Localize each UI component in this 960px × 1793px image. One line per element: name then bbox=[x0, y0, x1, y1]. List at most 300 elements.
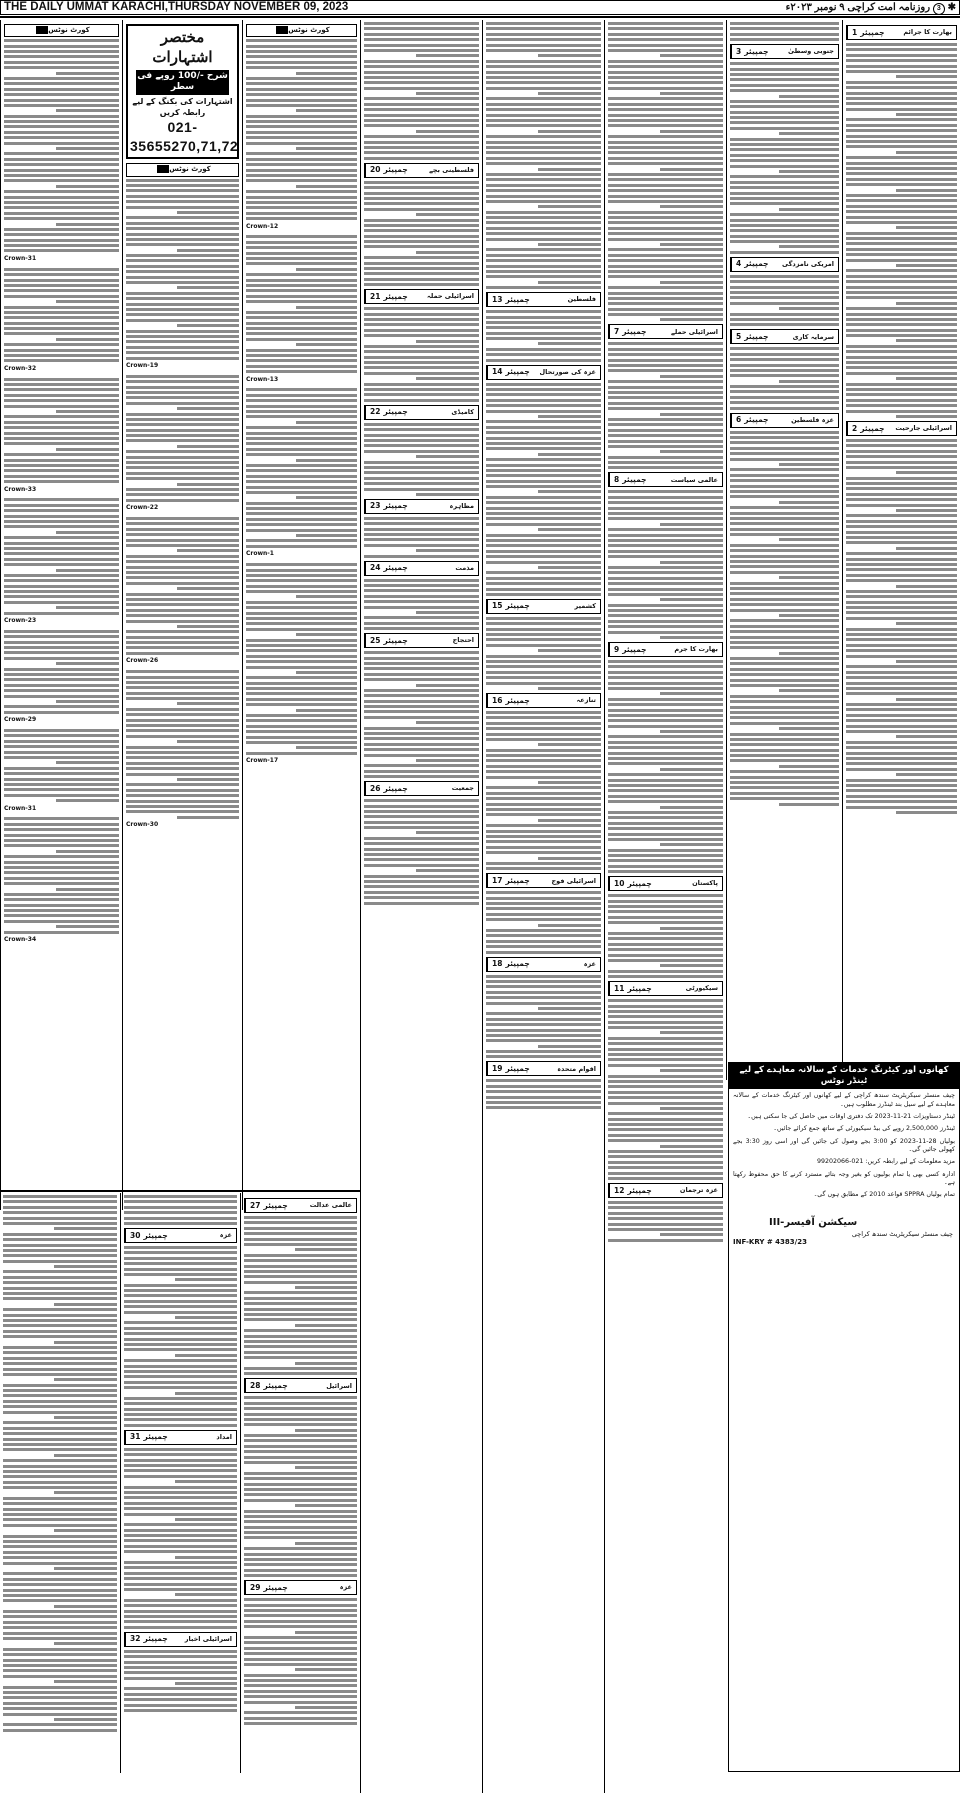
text-line bbox=[364, 471, 479, 474]
text-line bbox=[246, 692, 357, 695]
text-line bbox=[244, 1318, 357, 1321]
text-line bbox=[124, 1206, 237, 1209]
text-line bbox=[54, 1303, 117, 1306]
text-line bbox=[126, 434, 239, 437]
text-line bbox=[896, 811, 957, 814]
text-line bbox=[3, 1411, 117, 1414]
text-line bbox=[177, 286, 239, 289]
article-text-block bbox=[608, 660, 723, 873]
text-line bbox=[364, 616, 479, 619]
text-line bbox=[608, 114, 723, 117]
text-line bbox=[126, 184, 239, 187]
text-line bbox=[244, 1340, 357, 1343]
text-line bbox=[660, 168, 723, 171]
text-line bbox=[3, 1599, 117, 1602]
text-line bbox=[730, 630, 839, 633]
text-line bbox=[246, 136, 357, 139]
text-line bbox=[126, 729, 239, 732]
text-line bbox=[177, 249, 239, 252]
text-line bbox=[56, 338, 119, 341]
text-line bbox=[364, 65, 479, 68]
text-line bbox=[3, 1481, 117, 1484]
text-line bbox=[608, 265, 723, 268]
text-line bbox=[486, 359, 601, 362]
text-line bbox=[486, 1055, 601, 1058]
text-line bbox=[608, 1005, 723, 1008]
text-line bbox=[846, 628, 957, 631]
text-line bbox=[3, 1691, 117, 1694]
news-heading-box bbox=[730, 413, 839, 428]
text-line bbox=[608, 157, 723, 160]
text-line bbox=[896, 622, 957, 625]
text-line bbox=[730, 495, 839, 498]
text-line bbox=[124, 1583, 237, 1586]
text-line bbox=[246, 644, 357, 647]
text-line bbox=[846, 366, 957, 369]
text-line bbox=[846, 692, 957, 695]
text-line bbox=[896, 113, 957, 116]
news-heading-number bbox=[609, 982, 656, 995]
text-line bbox=[486, 835, 601, 838]
article-text-block bbox=[364, 799, 479, 904]
text-line bbox=[730, 240, 839, 243]
text-line bbox=[846, 410, 957, 413]
text-line bbox=[126, 216, 239, 219]
text-line bbox=[608, 1075, 723, 1078]
text-line bbox=[3, 1260, 117, 1263]
text-line bbox=[126, 646, 239, 649]
text-line bbox=[608, 932, 723, 935]
text-line bbox=[846, 455, 957, 458]
text-line bbox=[126, 636, 239, 639]
text-line bbox=[4, 359, 119, 362]
text-line bbox=[244, 1302, 357, 1305]
text-line bbox=[4, 244, 119, 247]
text-line bbox=[126, 308, 239, 311]
text-line bbox=[3, 1384, 117, 1387]
text-line bbox=[846, 248, 957, 251]
text-line bbox=[3, 1545, 117, 1548]
text-line bbox=[126, 789, 239, 792]
article-text-block bbox=[730, 431, 839, 806]
article-text-block bbox=[3, 1195, 117, 1732]
text-line bbox=[730, 684, 839, 687]
text-line bbox=[364, 885, 479, 888]
text-line bbox=[4, 657, 119, 660]
text-line bbox=[4, 196, 119, 199]
text-line bbox=[486, 1018, 601, 1021]
text-line bbox=[730, 192, 839, 195]
text-line bbox=[56, 700, 119, 703]
text-line bbox=[896, 585, 957, 588]
text-line bbox=[846, 439, 957, 442]
news-heading-topic: امداد bbox=[216, 1433, 232, 1442]
text-line bbox=[608, 849, 723, 852]
text-line bbox=[124, 1294, 237, 1297]
text-line bbox=[846, 633, 957, 636]
text-line bbox=[608, 544, 723, 547]
text-line bbox=[486, 480, 601, 483]
text-line bbox=[846, 242, 957, 245]
crown-reference: Crown-32 bbox=[4, 364, 37, 372]
text-line bbox=[486, 862, 601, 865]
tender-paragraph: چیف منسٹر سیکریٹریٹ سندھ کراچی کے لیے کھانوں اور کیٹرنگ خدمات کے سالانہ معاہدے کے لیے سیل بند ٹینڈرز مطلوب ہیں۔ bbox=[733, 1092, 955, 1108]
text-line bbox=[4, 99, 119, 102]
text-line bbox=[608, 1155, 723, 1158]
news-heading-num-value: 29 bbox=[250, 1582, 261, 1592]
news-heading-num-value: 20 bbox=[370, 165, 381, 175]
text-line bbox=[126, 767, 239, 770]
text-line bbox=[4, 279, 119, 282]
text-line bbox=[608, 461, 723, 464]
text-line bbox=[4, 861, 119, 864]
gavel-icon bbox=[276, 26, 288, 34]
news-heading-topic: اسرائیل bbox=[326, 1381, 352, 1390]
text-line bbox=[660, 54, 723, 57]
text-line bbox=[730, 353, 839, 356]
news-heading-label: چمپیئر bbox=[383, 563, 408, 573]
text-line bbox=[244, 1563, 357, 1566]
classified-ad-contact: اشتہارات کی بکنگ کے لیے رابطہ کریں bbox=[132, 97, 233, 117]
text-line bbox=[246, 50, 357, 53]
text-line bbox=[126, 493, 239, 496]
text-line bbox=[486, 797, 601, 800]
text-line bbox=[177, 816, 239, 819]
text-line bbox=[846, 183, 957, 186]
text-line bbox=[846, 719, 957, 722]
text-line bbox=[364, 600, 479, 603]
text-line bbox=[4, 612, 119, 615]
text-line bbox=[730, 159, 839, 162]
text-line bbox=[244, 1483, 357, 1486]
news-heading-label: چمپیئر bbox=[622, 475, 647, 485]
text-line bbox=[3, 1400, 117, 1403]
text-line bbox=[126, 528, 239, 531]
article-text-block bbox=[730, 62, 839, 254]
text-line bbox=[126, 466, 239, 469]
text-line bbox=[846, 65, 957, 68]
text-line bbox=[846, 43, 957, 46]
text-line bbox=[846, 118, 957, 121]
text-line bbox=[608, 665, 723, 668]
text-line bbox=[364, 329, 479, 332]
text-line bbox=[730, 759, 839, 762]
text-line bbox=[846, 383, 957, 386]
text-line bbox=[246, 545, 357, 548]
text-line bbox=[124, 1402, 237, 1405]
text-line bbox=[608, 577, 723, 580]
text-line bbox=[124, 1386, 237, 1389]
text-line bbox=[486, 76, 601, 79]
text-line bbox=[244, 1456, 357, 1459]
text-line bbox=[486, 141, 601, 144]
text-line bbox=[4, 459, 119, 462]
text-line bbox=[608, 1223, 723, 1226]
text-line bbox=[4, 93, 119, 96]
text-line bbox=[486, 211, 601, 214]
text-line bbox=[779, 95, 839, 98]
text-line bbox=[486, 716, 601, 719]
text-line bbox=[846, 461, 957, 464]
text-line bbox=[4, 520, 119, 523]
text-line bbox=[3, 1351, 117, 1354]
text-line bbox=[730, 68, 839, 71]
text-line bbox=[896, 509, 957, 512]
text-line bbox=[295, 1324, 357, 1327]
text-line bbox=[608, 211, 723, 214]
text-line bbox=[486, 464, 601, 467]
text-line bbox=[846, 806, 957, 809]
text-line bbox=[54, 1491, 117, 1494]
text-line bbox=[608, 948, 723, 951]
text-line bbox=[124, 1359, 237, 1362]
text-line bbox=[4, 585, 119, 588]
text-line bbox=[246, 82, 357, 85]
text-line bbox=[730, 533, 839, 536]
text-line bbox=[608, 970, 723, 973]
text-line bbox=[364, 528, 479, 531]
text-line bbox=[244, 1439, 357, 1442]
text-line bbox=[846, 730, 957, 733]
text-line bbox=[126, 456, 239, 459]
text-line bbox=[244, 1641, 357, 1644]
text-line bbox=[246, 241, 357, 244]
text-line bbox=[486, 270, 601, 273]
star-icon: ✱ bbox=[947, 1, 956, 13]
news-heading-topic: جنوبی وسطیٰ bbox=[787, 47, 834, 56]
text-line bbox=[486, 469, 601, 472]
news-heading-box bbox=[608, 324, 723, 339]
text-line bbox=[730, 560, 839, 563]
news-heading-box bbox=[364, 163, 479, 178]
news-heading-box bbox=[486, 365, 601, 380]
text-line bbox=[246, 730, 357, 733]
text-line bbox=[364, 87, 479, 90]
text-line bbox=[124, 1469, 237, 1472]
text-line bbox=[608, 248, 723, 251]
text-line bbox=[126, 243, 239, 246]
text-line bbox=[608, 660, 723, 663]
text-line bbox=[730, 78, 839, 81]
text-line bbox=[295, 1286, 357, 1289]
text-line bbox=[296, 306, 357, 309]
text-line bbox=[246, 300, 357, 303]
text-line bbox=[486, 404, 601, 407]
text-line bbox=[124, 1424, 237, 1427]
text-line bbox=[3, 1222, 117, 1225]
crown-reference: Crown-22 bbox=[126, 504, 159, 512]
text-line bbox=[364, 805, 479, 808]
text-line bbox=[54, 1454, 117, 1457]
text-line bbox=[608, 916, 723, 919]
news-heading-label: چمپیئر bbox=[505, 875, 530, 885]
text-line bbox=[4, 77, 119, 80]
article-text-block bbox=[364, 651, 479, 778]
text-line bbox=[486, 238, 601, 241]
news-heading-number bbox=[487, 958, 534, 971]
text-line bbox=[364, 732, 479, 735]
news-heading-topic: عالمی عدالت bbox=[309, 1201, 352, 1210]
text-line bbox=[364, 522, 479, 525]
text-line bbox=[608, 1096, 723, 1099]
text-line bbox=[486, 1023, 601, 1026]
text-line bbox=[3, 1373, 117, 1376]
text-line bbox=[246, 666, 357, 669]
text-line bbox=[846, 156, 957, 159]
news-heading-box bbox=[608, 876, 723, 891]
text-line bbox=[3, 1443, 117, 1446]
text-line bbox=[126, 346, 239, 349]
text-line bbox=[608, 1228, 723, 1231]
text-line bbox=[846, 552, 957, 555]
news-heading-topic: اسرائیلی اخبار bbox=[184, 1634, 232, 1643]
text-line bbox=[486, 676, 601, 679]
news-heading-topic: سیکیورٹی bbox=[685, 984, 718, 993]
text-line bbox=[846, 167, 957, 170]
text-line bbox=[364, 151, 479, 154]
article-text-block bbox=[730, 347, 839, 409]
text-line bbox=[486, 447, 601, 450]
text-line bbox=[244, 1510, 357, 1513]
text-line bbox=[126, 593, 239, 596]
article-text-block bbox=[730, 275, 839, 327]
news-heading-number bbox=[487, 600, 534, 613]
text-line bbox=[779, 307, 839, 310]
text-line bbox=[126, 189, 239, 192]
text-line bbox=[730, 73, 839, 76]
text-line bbox=[660, 1107, 723, 1110]
text-line bbox=[126, 794, 239, 797]
text-line bbox=[486, 248, 601, 251]
news-heading-label: چمپیئر bbox=[860, 423, 885, 433]
article-text-block bbox=[608, 22, 723, 321]
text-line bbox=[364, 477, 479, 480]
news-column-5 bbox=[360, 20, 482, 1793]
text-line bbox=[486, 975, 601, 978]
text-line bbox=[246, 273, 357, 276]
text-line bbox=[54, 1567, 117, 1570]
text-line bbox=[244, 1297, 357, 1300]
news-heading-number bbox=[365, 782, 412, 795]
text-line bbox=[846, 574, 957, 577]
text-line bbox=[779, 727, 839, 730]
news-heading-topic: احتجاج bbox=[452, 636, 474, 645]
text-line bbox=[246, 354, 357, 357]
tender-title: کھانوں اور کیٹرنگ خدمات کے سالانہ معاہدے کے لیے ٹینڈر نوٹس bbox=[729, 1063, 959, 1089]
text-line bbox=[295, 1668, 357, 1671]
text-line bbox=[608, 719, 723, 722]
text-line bbox=[4, 778, 119, 781]
text-line bbox=[126, 692, 239, 695]
text-line bbox=[364, 488, 479, 491]
text-line bbox=[608, 151, 723, 154]
tender-paragraph: ادارہ کسی بھی یا تمام بولیوں کو بغیر وجہ بتائے مسترد کرنے کا حق محفوظ رکھتا ہے۔ bbox=[733, 1170, 955, 1186]
bottom-news-column-2 bbox=[120, 1193, 240, 1773]
text-line bbox=[4, 547, 119, 550]
text-line bbox=[608, 1123, 723, 1126]
text-line bbox=[486, 151, 601, 154]
text-line bbox=[730, 323, 839, 326]
text-line bbox=[486, 907, 601, 910]
text-line bbox=[730, 291, 839, 294]
text-line bbox=[4, 405, 119, 408]
text-line bbox=[608, 119, 723, 122]
news-column-1 bbox=[842, 20, 960, 1080]
text-line bbox=[124, 1338, 237, 1341]
text-line bbox=[364, 22, 479, 25]
text-line bbox=[4, 115, 119, 118]
text-line bbox=[486, 776, 601, 779]
text-line bbox=[846, 70, 957, 73]
text-line bbox=[608, 359, 723, 362]
text-line bbox=[126, 461, 239, 464]
text-line bbox=[486, 496, 601, 499]
text-line bbox=[246, 448, 357, 451]
text-line bbox=[56, 662, 119, 665]
text-line bbox=[54, 1605, 117, 1608]
text-line bbox=[126, 582, 239, 585]
text-line bbox=[126, 598, 239, 601]
text-line bbox=[126, 418, 239, 421]
text-line bbox=[608, 259, 723, 262]
news-heading-label: چمپیئر bbox=[622, 327, 647, 337]
text-line bbox=[538, 168, 601, 171]
news-heading-box bbox=[364, 499, 479, 514]
text-line bbox=[244, 1472, 357, 1475]
text-line bbox=[486, 184, 601, 187]
text-line bbox=[486, 523, 601, 526]
text-line bbox=[246, 518, 357, 521]
text-line bbox=[730, 38, 839, 41]
text-line bbox=[4, 66, 119, 69]
text-line bbox=[56, 888, 119, 891]
text-line bbox=[538, 490, 601, 493]
text-line bbox=[486, 71, 601, 74]
text-line bbox=[846, 762, 957, 765]
text-line bbox=[124, 1534, 237, 1537]
court-notice-label: کورٹ نوٹس bbox=[48, 26, 90, 34]
text-line bbox=[364, 186, 479, 189]
text-line bbox=[846, 140, 957, 143]
text-line bbox=[3, 1238, 117, 1241]
text-line bbox=[730, 749, 839, 752]
text-line bbox=[244, 1547, 357, 1550]
text-line bbox=[124, 1626, 237, 1629]
text-line bbox=[730, 776, 839, 779]
text-line bbox=[608, 391, 723, 394]
text-line bbox=[486, 711, 601, 714]
text-line bbox=[246, 93, 357, 96]
text-line bbox=[54, 1718, 117, 1721]
news-heading-topic: اسرائیلی حملہ bbox=[427, 292, 474, 301]
text-line bbox=[538, 781, 601, 784]
text-line bbox=[3, 1314, 117, 1317]
text-line bbox=[538, 566, 601, 569]
text-line bbox=[486, 738, 601, 741]
text-line bbox=[608, 1053, 723, 1056]
text-line bbox=[486, 671, 601, 674]
text-line bbox=[4, 136, 119, 139]
text-line bbox=[244, 1351, 357, 1354]
text-line bbox=[730, 33, 839, 36]
text-line bbox=[608, 550, 723, 553]
text-line bbox=[730, 452, 839, 455]
news-heading-topic: غزہ ترجمان bbox=[679, 1186, 718, 1195]
text-line bbox=[846, 708, 957, 711]
text-line bbox=[846, 81, 957, 84]
text-line bbox=[608, 921, 723, 924]
text-line bbox=[538, 243, 601, 246]
